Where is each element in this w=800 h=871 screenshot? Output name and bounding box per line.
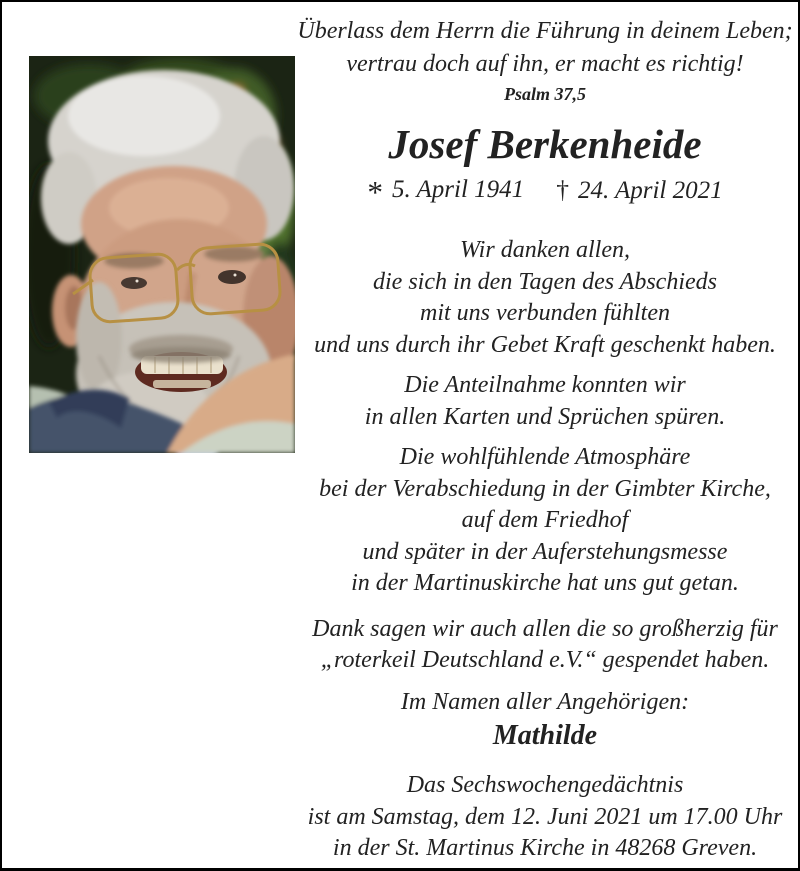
life-dates [367, 174, 723, 210]
deceased-name: Josef Berkenheide [388, 121, 702, 167]
scripture-source: Psalm 37,5 [503, 84, 586, 104]
signature-name: Mathilde [492, 720, 598, 751]
paragraph-line: ist am Samstag, dem 12. Juni 2021 um 17.00 Uhr [307, 803, 783, 830]
paragraph-line: Die wohlfühlende Atmosphäre [399, 444, 691, 470]
death-date-text: 24. April 2021 [577, 177, 723, 204]
paragraph-line: Die Anteilnahme konnten wir [404, 372, 686, 398]
birth-date-text: 5. April 1941 [391, 176, 525, 203]
paragraph-line: die sich in den Tagen des Abschieds [373, 268, 717, 295]
death-date [556, 174, 722, 207]
farewell-paragraph [319, 442, 771, 600]
paragraph-line: mit uns verbunden fühlten [420, 300, 670, 326]
paragraph-line: auf dem Friedhof [461, 507, 629, 533]
donation-paragraph [312, 614, 778, 677]
paragraph-line: und uns durch ihr Gebet Kraft geschenkt haben. [314, 331, 776, 358]
paragraph-line: Wir danken allen, [460, 237, 630, 263]
paragraph-line: und später in der Auferstehungsmesse [362, 538, 728, 565]
paragraph-line: Das Sechswochengedächtnis [406, 772, 684, 798]
paragraph-line: in der Martinuskirche hat uns gut getan. [351, 570, 739, 596]
died-cross-icon: † [556, 175, 569, 204]
paragraph-line: Dank sagen wir auch allen die so großherzig für [312, 615, 778, 642]
on-behalf-line: Im Namen aller Angehörigen: [400, 688, 690, 715]
paragraph-line: in der St. Martinus Kirche in 48268 Greven. [332, 835, 758, 861]
portrait-photo [29, 56, 295, 453]
sympathy-paragraph [365, 370, 725, 433]
paragraph-line: „roterkeil Deutschland e.V.“ gespendet haben. [320, 647, 770, 673]
scripture-line: Überlass dem Herrn die Führung in deinem Leben; [297, 18, 793, 44]
thanks-paragraph [314, 235, 776, 361]
paragraph-line: in allen Karten und Sprüchen spüren. [364, 403, 726, 430]
scripture-quote [297, 15, 792, 81]
memorial-service-paragraph [308, 770, 783, 865]
birth-date: * 5. April 1941 [367, 174, 525, 210]
portrait-photo-illustration [29, 56, 295, 453]
scripture-line: vertrau doch auf ihn, er macht es richtig! [346, 51, 744, 77]
notice-text-column [292, 0, 798, 865]
paragraph-line: bei der Verabschiedung in der Gimbter Kirche, [319, 475, 771, 502]
